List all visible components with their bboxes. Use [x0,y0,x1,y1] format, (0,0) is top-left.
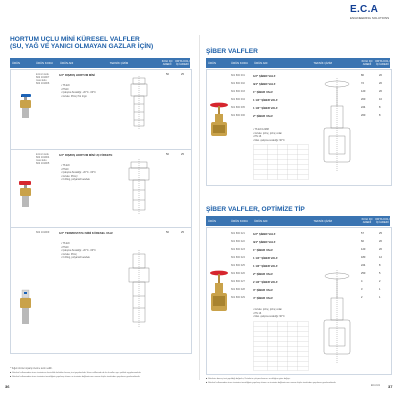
row3-technical-drawing [119,248,159,338]
opt-row4-mid: 12 [379,256,382,259]
thermostatic-valve-photo [13,288,35,328]
opt-row7-mid: 2 [379,280,381,283]
opt-hdr-product: ÜRÜN [208,219,217,223]
gate-table-header [206,58,390,68]
row2-technical-drawing [119,156,159,222]
opt-row2-code: 601 800 022 [231,240,245,243]
row2-bullet-2: • PN10 [61,167,69,171]
mini-ball-valve-blue-photo [13,88,35,120]
optimized-gate-valve-photo [208,268,230,318]
opt-row2-box: 60 [361,240,364,243]
opt-row7-name: 2 1/2" ŞİBER VALF [253,280,278,284]
row3-bullet-4: • Gövde: Pirinç [61,252,77,256]
gate-hdr-code: ÜRÜN KODU [231,61,248,65]
row1-box-qty: 50 [166,73,169,76]
gate-valve-photo [208,100,230,142]
gate-row1-code: 601 800 001 [231,74,245,77]
opt-row2-mid: 20 [379,240,382,243]
hdr-drawing: TEKNİK ÇİZİM [109,61,129,65]
right-note-2: ■ Ürünleri kullanmadan önce tesisatın temizliğinin yapılmış olması ve tesisata bağlantısının uzman kişiler tarafından yapılması gerekmektedir. [206,382,337,384]
row2-bullet-3: • Çalışma Sıcaklığı: -20°C...60°C [61,171,96,174]
gate-bullet-2: • Gövde: pirinç, pirinç volan [253,131,283,135]
row1-codes: kırmızı kolu 602 101907 mavi kolu 602 101906 [36,73,50,85]
gate-row4-name: 1 1/4" ŞİBER VALF [253,98,278,102]
gate-bullet-1: • TS EN 12288 [253,128,269,131]
page-right [203,0,400,400]
mini-ball-valve-red-photo [13,178,35,210]
row2-box-qty: 50 [166,153,169,156]
left-note-3: ■ Ürünleri kullanmadan önce tesisatın temizliğinin yapılmış olması ve tesisata bağlantısının uzman kişiler tarafından yapılması gerekmektedir. [10,376,141,378]
opt-row5-code: 601 800 025 [231,264,245,267]
gate-row2-mid: 20 [379,82,382,85]
gate-hdr-drawing: TEKNİK ÇİZİM [313,61,332,65]
row1-bullet-4: • Gövde: Pirinç/ Tel örgü [61,94,87,98]
left-row-2 [10,149,192,229]
gate-row2-box: 72 [361,82,364,85]
opt-row5-name: 1 1/2" ŞİBER VALF [253,264,278,268]
gate-technical-drawing [319,76,355,180]
opt-row2-name: 3/4" ŞİBER VALF [253,240,276,244]
opt-row1-code: 601 800 021 [231,232,245,235]
gate-bullet-4: • Max. çalışma sıcaklığı: 90°C [253,138,285,142]
gate-row4-code: 601 800 004 [231,98,245,101]
opt-row1-mid: 25 [379,232,382,235]
opt-row1-box: 57 [361,232,364,235]
gate-row6-name: 2" ŞİBER VALF [253,114,274,118]
right-small-code: ECA 101 [371,385,381,387]
opt-row9-name: 4" ŞİBER VALF [253,296,274,300]
row2-bullet-4: • Gövde: Pirinç/ [61,174,78,178]
opt-row8-name: 3" ŞİBER VALF [253,288,274,292]
row3-bullet-2: • PN10 [61,245,69,249]
opt-row9-box: 2 [361,296,363,299]
hdr-name: ÜRÜN ADI [59,61,74,65]
opt-row8-code: 601 800 028 [231,288,245,291]
opt-hdr-code: ÜRÜN KODU [231,219,248,223]
gate-row2-code: 601 800 002 [231,82,245,85]
opt-bullet-2: • PN 16 [253,311,262,315]
row3-bullet-5: • O-Ring, polyamid kelebek [61,256,90,259]
optimized-gate-valve-block [206,227,392,375]
hdr-product: ÜRÜN [12,61,21,65]
gate-row5-mid: 8 [379,106,381,109]
gate-dimension-grid [253,144,309,180]
opt-row6-box: 250 [361,272,366,275]
right-title-optimized: ŞİBER VALFLER, OPTİMİZE TİP [206,206,305,213]
gate-hdr-box: KOLİ İÇİ ADEDİ [361,60,373,66]
gate-hdr-name: ÜRÜN ADI [254,61,268,65]
opt-bullet-1: • Gövde: pirinç, pirinç volan [253,308,283,311]
row3-mid-qty: 25 [181,231,184,234]
opt-hdr-mid: ORTA KOLİ İÇİ ADEDİ [375,218,390,224]
opt-row3-mid: 20 [379,248,382,251]
gate-row3-mid: 20 [379,90,382,93]
opt-hdr-drawing: TEKNİK ÇİZİM [313,219,332,223]
opt-row9-code: 601 800 029 [231,296,245,299]
gate-hdr-product: ÜRÜN [208,61,217,65]
left-row-1 [10,69,192,151]
opt-row5-mid: 8 [379,264,381,267]
page-gutter [199,35,200,380]
gate-hdr-mid: ORTA KOLİ İÇİ ADEDİ [375,60,390,66]
row1-bullet-1: • TS EN [61,84,70,87]
row1-bullet-2: • PN10 [61,87,69,91]
right-note-1: ■ Ürünlerin basınç test yapıldığı değerler, Ürünlerin çalışma basıncı sıcaklığına göre değişir. [206,378,291,380]
row3-name: 1/2" TERMOSTATLI MİNİ KÜRESEL VALF [59,231,114,235]
opt-hdr-box: KOLİ İÇİ ADEDİ [361,218,373,224]
row2-mid-qty: 25 [181,153,184,156]
gate-row1-name: 1/2" ŞİBER VALF [253,74,276,78]
opt-row1-name: 1/2" ŞİBER VALF [253,232,276,236]
opt-row3-code: 601 800 023 [231,248,245,251]
row1-bullet-3: • Çalışma Sıcaklığı: -20°C...60°C [61,91,96,94]
row2-codes: kırmızı kolu 602 101904 mavi kolu 602 101905 [36,153,50,165]
opt-row3-name: 1" ŞİBER VALF [253,248,274,252]
opt-row7-code: 601 800 027 [231,280,245,283]
opt-row4-name: 1 1/4" ŞİBER VALF [253,256,278,260]
hdr-mid: ORTA KOLİ İÇİ ADEDİ [175,60,190,66]
left-page-number: 36 [5,384,10,389]
gate-row3-code: 601 800 003 [231,90,245,93]
row2-bullet-5: • O-Ring, polyamid kelebek [61,178,90,181]
gate-row6-mid: 8 [379,114,381,117]
opt-row3-box: 120 [361,248,366,251]
opt-row6-code: 601 800 026 [231,272,245,275]
logo-tagline: ENGINEERING SOLUTIONS [350,16,390,20]
row2-name: 1/2" DIŞ/DIŞ HORTUM MİNİ UÇ FİRKETE [59,153,113,157]
gate-row5-code: 601 800 005 [231,106,245,109]
left-note-1: * Teğel ürünler sipariş üzerine temin edilir. [10,368,53,370]
row3-codes: 602 101909 [36,231,50,234]
gate-row1-mid: 20 [379,74,382,77]
gate-row3-box: 120 [361,90,366,93]
left-title-line2: (SU, YAĞ VE YANICI OLMAYAN GAZLAR İÇİN) [10,43,154,50]
row3-bullet-3: • Çalışma Sıcaklığı: -20°C...60°C [61,249,96,252]
opt-row4-box: 180 [361,256,366,259]
row3-bullet-1: • TS EN [61,242,70,245]
opt-row8-mid: 1 [379,288,381,291]
right-title-gate: ŞİBER VALFLER [206,48,258,55]
gate-row5-box: 224 [361,106,366,109]
opt-row6-mid: 5 [379,272,381,275]
opt-table-header [206,216,390,226]
gate-bullet-3: • PN 16 [253,135,262,138]
gate-row3-name: 1" ŞİBER VALF [253,90,274,94]
row3-box-qty: 50 [166,231,169,234]
opt-row4-code: 601 800 024 [231,256,245,259]
opt-row6-name: 2" ŞİBER VALF [253,272,274,276]
gate-row6-code: 601 800 006 [231,114,245,117]
gate-row6-box: 260 [361,114,366,117]
right-page-number: 37 [388,384,393,389]
left-note-2: ■ Ürünleri kullanmadan önce tesisatınız kesinlikle belirtilen basınç test yapılmalıdır. Hava valflerinde de bu kurallar aynı şekilde uygulanmalıdır. [10,372,142,374]
opt-row9-mid: 1 [379,296,381,299]
page-left [0,0,197,400]
opt-row5-box: 224 [361,264,366,267]
gate-row2-name: 3/4" ŞİBER VALF [253,82,276,86]
opt-technical-drawing [319,268,355,372]
opt-hdr-name: ÜRÜN ADI [254,219,268,223]
logo-mark: E.C.A [350,4,379,15]
opt-row7-box: 4 [361,280,363,283]
row1-mid-qty: 25 [181,73,184,76]
row1-technical-drawing [119,74,159,146]
gate-row1-box: 80 [361,74,364,77]
left-table-header [10,58,190,68]
gate-row4-box: 200 [361,98,366,101]
opt-dimension-grid [253,321,309,371]
hdr-box: KOLİ İÇİ ADEDİ [161,60,173,66]
opt-bullet-3: • Max. çalışma sıcaklığı: 90°C [253,315,285,318]
gate-row4-mid: 10 [379,98,382,101]
row2-bullet-1: • TS EN [61,164,70,167]
gate-valve-block [206,69,392,186]
left-row-3 [10,227,192,354]
opt-row8-box: 3 [361,288,363,291]
gate-row5-name: 1 1/2" ŞİBER VALF [253,106,278,110]
left-title-line1: HORTUM UÇLU MİNİ KÜRESEL VALFLER [10,36,140,43]
row1-name: 1/2" DIŞ/DIŞ HORTUM MİNİ [59,73,95,77]
hdr-code: ÜRÜN KODU [35,61,53,65]
